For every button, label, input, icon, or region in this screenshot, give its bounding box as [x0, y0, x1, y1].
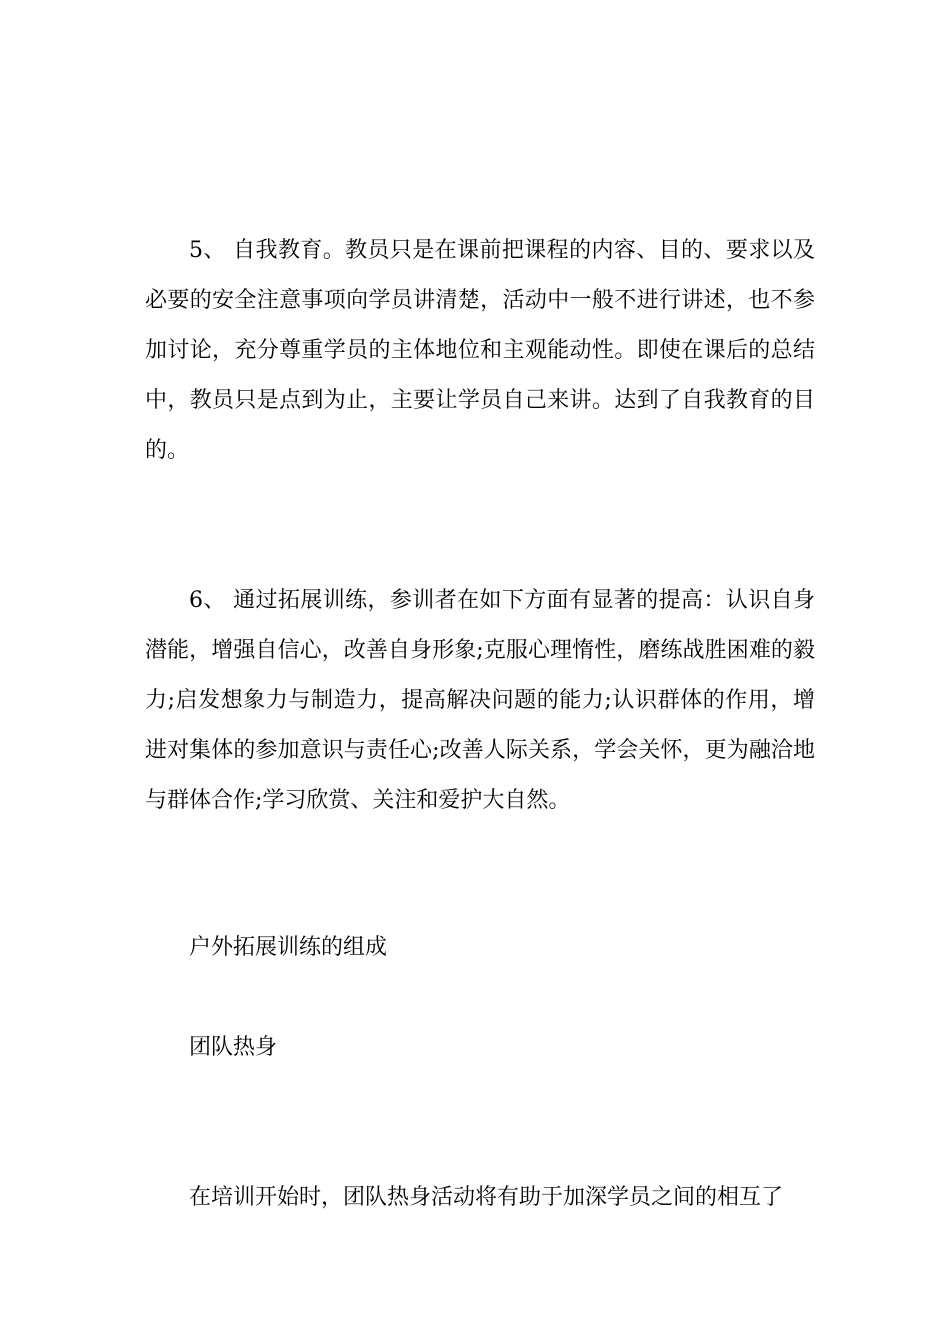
- paragraph-team-warmup: 在培训开始时，团队热身活动将有助于加深学员之间的相互了: [189, 1185, 784, 1210]
- paragraph-training-benefits: 6、 通过拓展训练，参训者在如下方面有显著的提高：认识自身潜能，增强自信心，改善自身形象;克服心理惰性，磨练战胜困难的毅力;启发想象力与制造力，提高解决问题的能力;认识群体的作用，增进对集体的参加意识与责任心;改善人际关系，学会关怀，更为融洽地与群体合作;学习欣赏、关注和爱护大自然。: [145, 588, 815, 813]
- section-heading: 户外拓展训练的组成: [189, 935, 388, 960]
- paragraph-self-education: 5、 自我教育。教员只是在课前把课程的内容、目的、要求以及必要的安全注意事项向学员讲清楚，活动中一般不进行讲述，也不参加讨论，充分尊重学员的主体地位和主观能动性。即使在课后的总结中，教员只是点到为止，主要让学员自己来讲。达到了自我教育的目的。: [145, 238, 815, 463]
- subsection-heading: 团队热身: [189, 1035, 278, 1060]
